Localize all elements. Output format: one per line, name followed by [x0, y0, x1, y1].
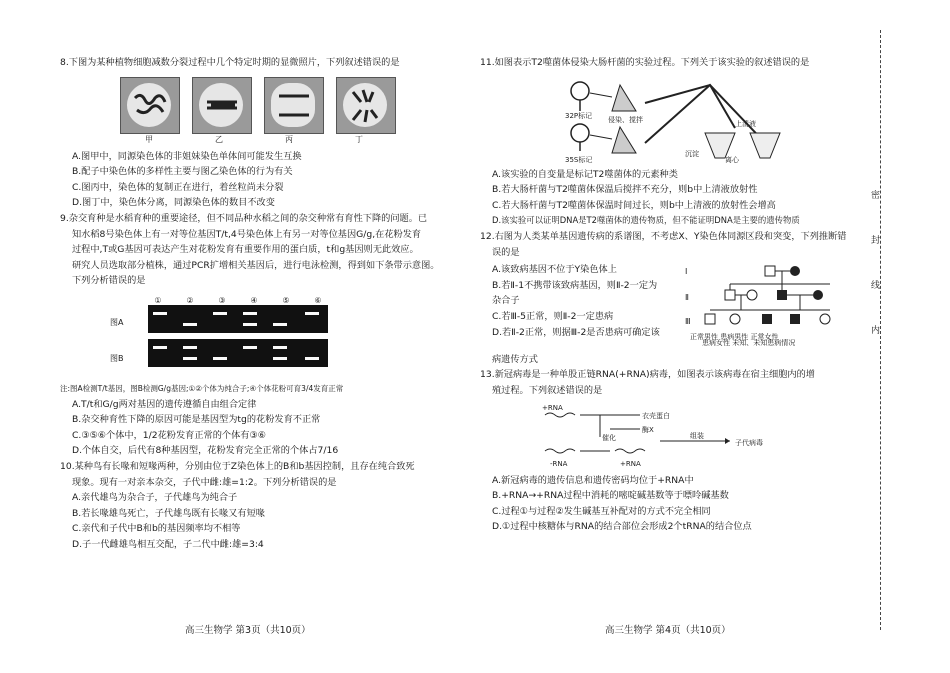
q9-option-b: B.杂交种育性下降的原因可能是基因型为tg的花粉发育不正常 — [72, 414, 321, 426]
right-page — [480, 55, 865, 535]
q12-stem-line: 12.右图为人类某单基因遗传病的系谱图，不考虑X、Y染色体同源区段和突变，下列推断错 — [480, 230, 847, 242]
margin-char: 密 — [869, 190, 879, 199]
generation-label: Ⅱ — [685, 293, 689, 303]
q9-stem-line: 下列分析错误的是 — [72, 275, 146, 287]
flow-label: 催化 — [602, 433, 616, 442]
q12-option-d-cont: 病遗传方式 — [492, 353, 538, 365]
q10-option-a: A.亲代雄鸟为杂合子，子代雄鸟为纯合子 — [72, 492, 238, 504]
left-footer: 高三生物学 第3页（共10页） — [185, 625, 311, 636]
q10-option-d: D.子一代雌雄鸟相互交配，子二代中雌:雄=3:4 — [72, 538, 264, 550]
flow-label: +RNA — [620, 459, 641, 468]
q10-option-b: B.若长喙雄鸟死亡，子代雄鸟既有长喙又有短喙 — [72, 507, 265, 519]
q10-option-c: C.亲代和子代中B和b的基因频率均不相等 — [72, 523, 241, 535]
generation-label: Ⅲ — [685, 317, 691, 327]
q9-note: 注:图A检测T/t基因，图B检测G/g基因;①②个体为纯合子;④个体花粉可育3/4发育正常 — [60, 383, 344, 393]
gel-label-b: 图B — [110, 353, 124, 363]
label-supernatant: 上清液 — [735, 119, 756, 128]
left-page — [60, 55, 458, 552]
legend-unknown: 未知、未知患病情况 — [732, 339, 796, 348]
lane-number: ③ — [218, 295, 226, 305]
flow-label: 衣壳蛋白 — [642, 411, 670, 420]
q12-option-d: D.若Ⅱ-2正常，则据Ⅲ-2是否患病可确定该 — [492, 326, 660, 338]
flow-label: 组装 — [690, 431, 704, 440]
q12-option-b-cont: 杂合子 — [492, 295, 520, 307]
margin-char: 封 — [869, 235, 879, 244]
q8-photo-labels — [120, 135, 458, 145]
q9-stem-line: 9.杂交育种是水稻育种的重要途径，但不同品种水稻之间的杂交种常有育性下降的问题。已 — [60, 212, 428, 224]
q13-option-b: B.+RNA→+RNA过程中消耗的嘧啶碱基数等于嘌呤碱基数 — [492, 490, 729, 502]
margin-char: 线 — [869, 280, 879, 289]
q9-stem-line: 知水稻8号染色体上有一对等位基因T/t,4号染色体上有另一对等位基因G/g,在花粉发育 — [72, 228, 422, 240]
photo-label: 甲 — [145, 134, 153, 144]
q8-option-b: B.配子中染色体的多样性主要与图乙染色体的行为有关 — [72, 166, 293, 178]
pedigree-legend — [690, 330, 778, 346]
q10-stem-line: 10.某种鸟有长喙和短喙两种，分别由位于Z染色体上的B和b基因控制，且存在纯合致死 — [60, 460, 415, 472]
photo-ding — [336, 77, 396, 134]
margin-char: 内 — [869, 325, 879, 334]
q11-option-b: B.若大肠杆菌与T2噬菌体保温后搅拌不充分，则b中上清液放射性 — [492, 184, 758, 196]
gel-label-a: 图A — [110, 317, 124, 327]
label-centrifuge: 离心 — [725, 155, 739, 164]
lane-number: ④ — [250, 295, 258, 305]
flow-label: 酶X — [642, 425, 654, 434]
lane-number: ① — [154, 295, 162, 305]
q9-option-c: C.③⑤⑥个体中，1/2花粉发育正常的个体有③⑥ — [72, 429, 266, 441]
q10-stem-line: 现象。现有一对亲本杂交，子代中雌:雄=1:2。下列分析错误的是 — [72, 476, 337, 488]
q11-stem: 11.如图表示T2噬菌体侵染大肠杆菌的实验过程。下列关于该实验的叙述错误的是 — [480, 57, 810, 68]
electrophoresis-figure — [110, 293, 458, 379]
q13-stem-line: 殖过程。下列叙述错误的是 — [492, 384, 603, 396]
q13-stem-line: 13.新冠病毒是一种单股正链RNA(+RNA)病毒，如图表示该病毒在宿主细胞内的增 — [480, 369, 815, 381]
q12-option-b: B.若Ⅱ-1不携带该致病基因，则Ⅱ-2一定为 — [492, 279, 658, 291]
label-precipitate: 沉淀 — [685, 149, 699, 158]
photo-jia — [120, 77, 180, 134]
q11-option-d: D.该实验可以证明DNA是T2噬菌体的遗传物质，但不能证明DNA是主要的遗传物质 — [492, 215, 800, 226]
gel-a — [148, 305, 328, 333]
legend-affected-female: 患病女性 — [702, 339, 730, 348]
q12-option-a: A.该致病基因不位于Y染色体上 — [492, 264, 617, 276]
q9-stem-line: 过程中,T或G基因可表达产生对花粉发育有重要作用的蛋白质，t和g基因则无此效应。 — [72, 244, 419, 256]
legend-affected-male: 患病男性 — [720, 333, 749, 342]
q12-stem-line: 误的是 — [492, 246, 520, 258]
flow-label: -RNA — [550, 459, 568, 468]
q8-option-d: D.图丁中，染色体分离，同源染色体的数目不改变 — [72, 197, 275, 209]
flow-label: 子代病毒 — [735, 438, 763, 447]
q11-option-c: C.若大肠杆菌与T2噬菌体保温时间过长，则b中上清液的放射性会增高 — [492, 199, 776, 211]
pedigree-section — [480, 262, 865, 346]
q9-stem-line: 研究人员选取部分植株，通过PCR扩增相关基因后，进行电泳检测，得到如下条带示意图。 — [72, 259, 440, 271]
q11-option-a: A.该实验的自变量是标记T2噬菌体的元素种类 — [492, 168, 678, 180]
q8-option-c: C.图丙中，染色体的复制正在进行，着丝粒尚未分裂 — [72, 181, 284, 193]
label-32p: 32P标记 — [565, 111, 593, 120]
label-35s: 35S标记 — [565, 155, 593, 164]
virus-replication-figure — [540, 401, 865, 471]
lane-number: ⑥ — [314, 295, 322, 305]
phage-experiment-figure — [480, 73, 865, 165]
photo-bing — [264, 77, 324, 134]
flow-label: +RNA — [542, 403, 563, 412]
photo-label: 丙 — [285, 134, 293, 144]
gel-b — [148, 339, 328, 367]
q13-option-c: C.过程①与过程②发生碱基互补配对的方式不完全相同 — [492, 505, 711, 517]
legend-normal-male: 正常男性 — [690, 333, 718, 342]
q8-option-a: A.图甲中，同源染色体的非姐妹染色单体间可能发生互换 — [72, 150, 302, 162]
q12-options — [492, 262, 692, 340]
generation-label: Ⅰ — [685, 267, 688, 277]
q9-option-a: A.T/t和G/g两对基因的遗传遵循自由组合定律 — [72, 398, 257, 410]
q13-option-a: A.新冠病毒的遗传信息和遗传密码均位于+RNA中 — [492, 474, 694, 486]
label-infect: 侵染、搅拌 — [608, 115, 643, 124]
right-footer: 高三生物学 第4页（共10页） — [605, 625, 731, 636]
lane-number: ② — [186, 295, 194, 305]
q13-option-d: D.①过程中核糖体与RNA的结合部位会形成2个tRNA的结合位点 — [492, 521, 752, 533]
photo-label: 乙 — [215, 134, 223, 144]
q9-option-d: D.个体自交，后代有8种基因型，花粉发育完全正常的个体占7/16 — [72, 445, 339, 457]
lane-number: ⑤ — [282, 295, 290, 305]
q12-option-c: C.若Ⅲ-5正常，则Ⅱ-2一定患病 — [492, 310, 614, 322]
photo-yi — [192, 77, 252, 134]
photo-label: 丁 — [355, 134, 363, 144]
q8-photos — [120, 77, 458, 134]
q8-stem: 8.下图为某种植物细胞减数分裂过程中几个特定时期的显微照片，下列叙述错误的是 — [60, 57, 400, 68]
legend-normal-female: 正常女性 — [750, 333, 779, 342]
